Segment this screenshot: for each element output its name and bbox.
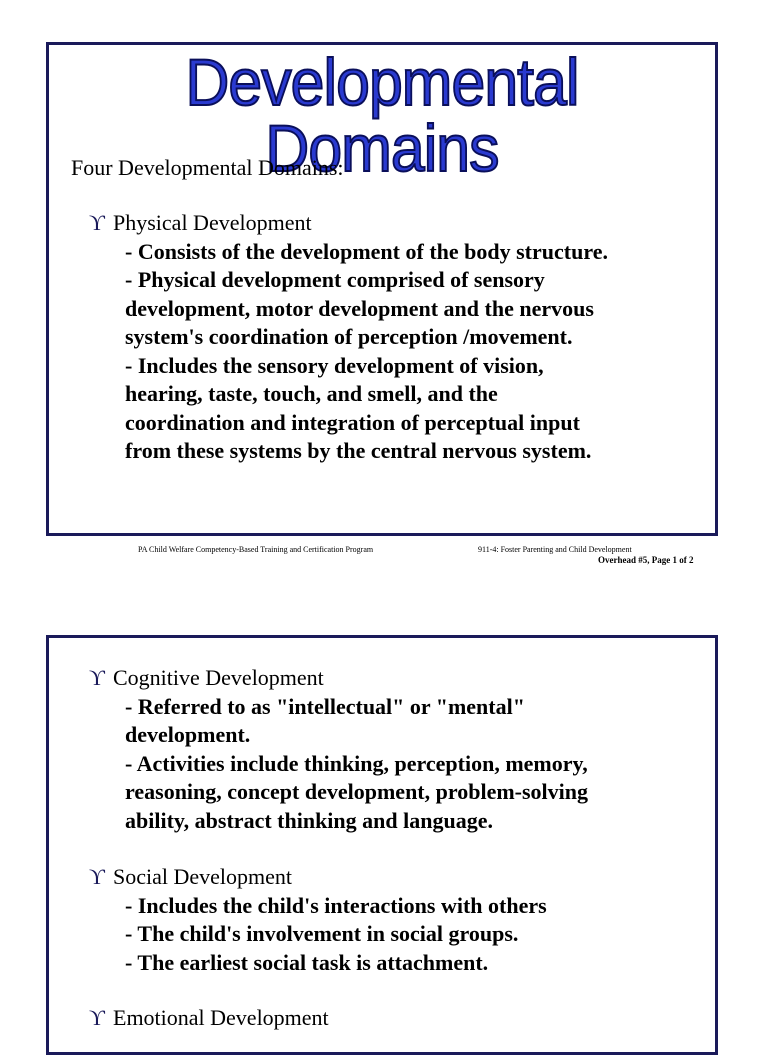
intro-heading: Four Developmental Domains:: [71, 155, 344, 180]
list-item: - Activities include thinking, perception, memory,: [125, 750, 588, 776]
section-title: Cognitive Development: [113, 665, 324, 690]
list-item-continuation: reasoning, concept development, problem-solving: [125, 779, 589, 804]
section-social: [89, 863, 547, 977]
list-item-continuation: hearing, taste, touch, and smell, and the: [125, 381, 498, 406]
slide-title: Developmental Domains: [185, 45, 579, 185]
list-item-continuation: development, motor development and the nervous: [125, 295, 594, 321]
list-item-continuation: coordination and integration of perceptual input: [125, 409, 580, 435]
section-physical: [89, 209, 608, 466]
list-item: - Referred to as "intellectual" or "mental": [125, 693, 525, 719]
bullet-icon: ϒ: [89, 1005, 105, 1030]
list-item: - The earliest social task is attachment.: [125, 949, 489, 975]
section-title: Emotional Development: [113, 1005, 329, 1030]
list-item-continuation: system's coordination of perception /movement.: [125, 324, 573, 349]
list-item-continuation: from these systems by the central nervous system.: [125, 438, 592, 463]
section-title: Social Development: [113, 864, 293, 889]
list-item: - The child's involvement in social groups.: [125, 921, 519, 946]
section-emotional: [89, 1004, 329, 1033]
slide-overhead-page-1: [46, 42, 718, 536]
slide-overhead-page-2: [46, 635, 718, 1055]
list-item: - Physical development comprised of sensory: [125, 267, 545, 292]
section-title: Physical Development: [113, 210, 312, 235]
bullet-icon: ϒ: [89, 665, 105, 690]
list-item-continuation: development.: [125, 722, 251, 747]
bullet-icon: ϒ: [89, 864, 105, 889]
footer-page-number: Overhead #5, Page 1 of 2: [598, 555, 694, 565]
footer-course: 911-4: Foster Parenting and Child Development: [478, 545, 632, 554]
section-cognitive: [89, 664, 588, 835]
list-item-continuation: ability, abstract thinking and language.: [125, 807, 493, 833]
list-item: - Consists of the development of the body structure.: [125, 238, 608, 264]
list-item: - Includes the child's interactions with others: [125, 892, 547, 918]
footer-program: PA Child Welfare Competency-Based Training and Certification Program: [138, 545, 374, 554]
list-item: - Includes the sensory development of vision,: [125, 352, 544, 378]
bullet-icon: ϒ: [89, 210, 105, 235]
